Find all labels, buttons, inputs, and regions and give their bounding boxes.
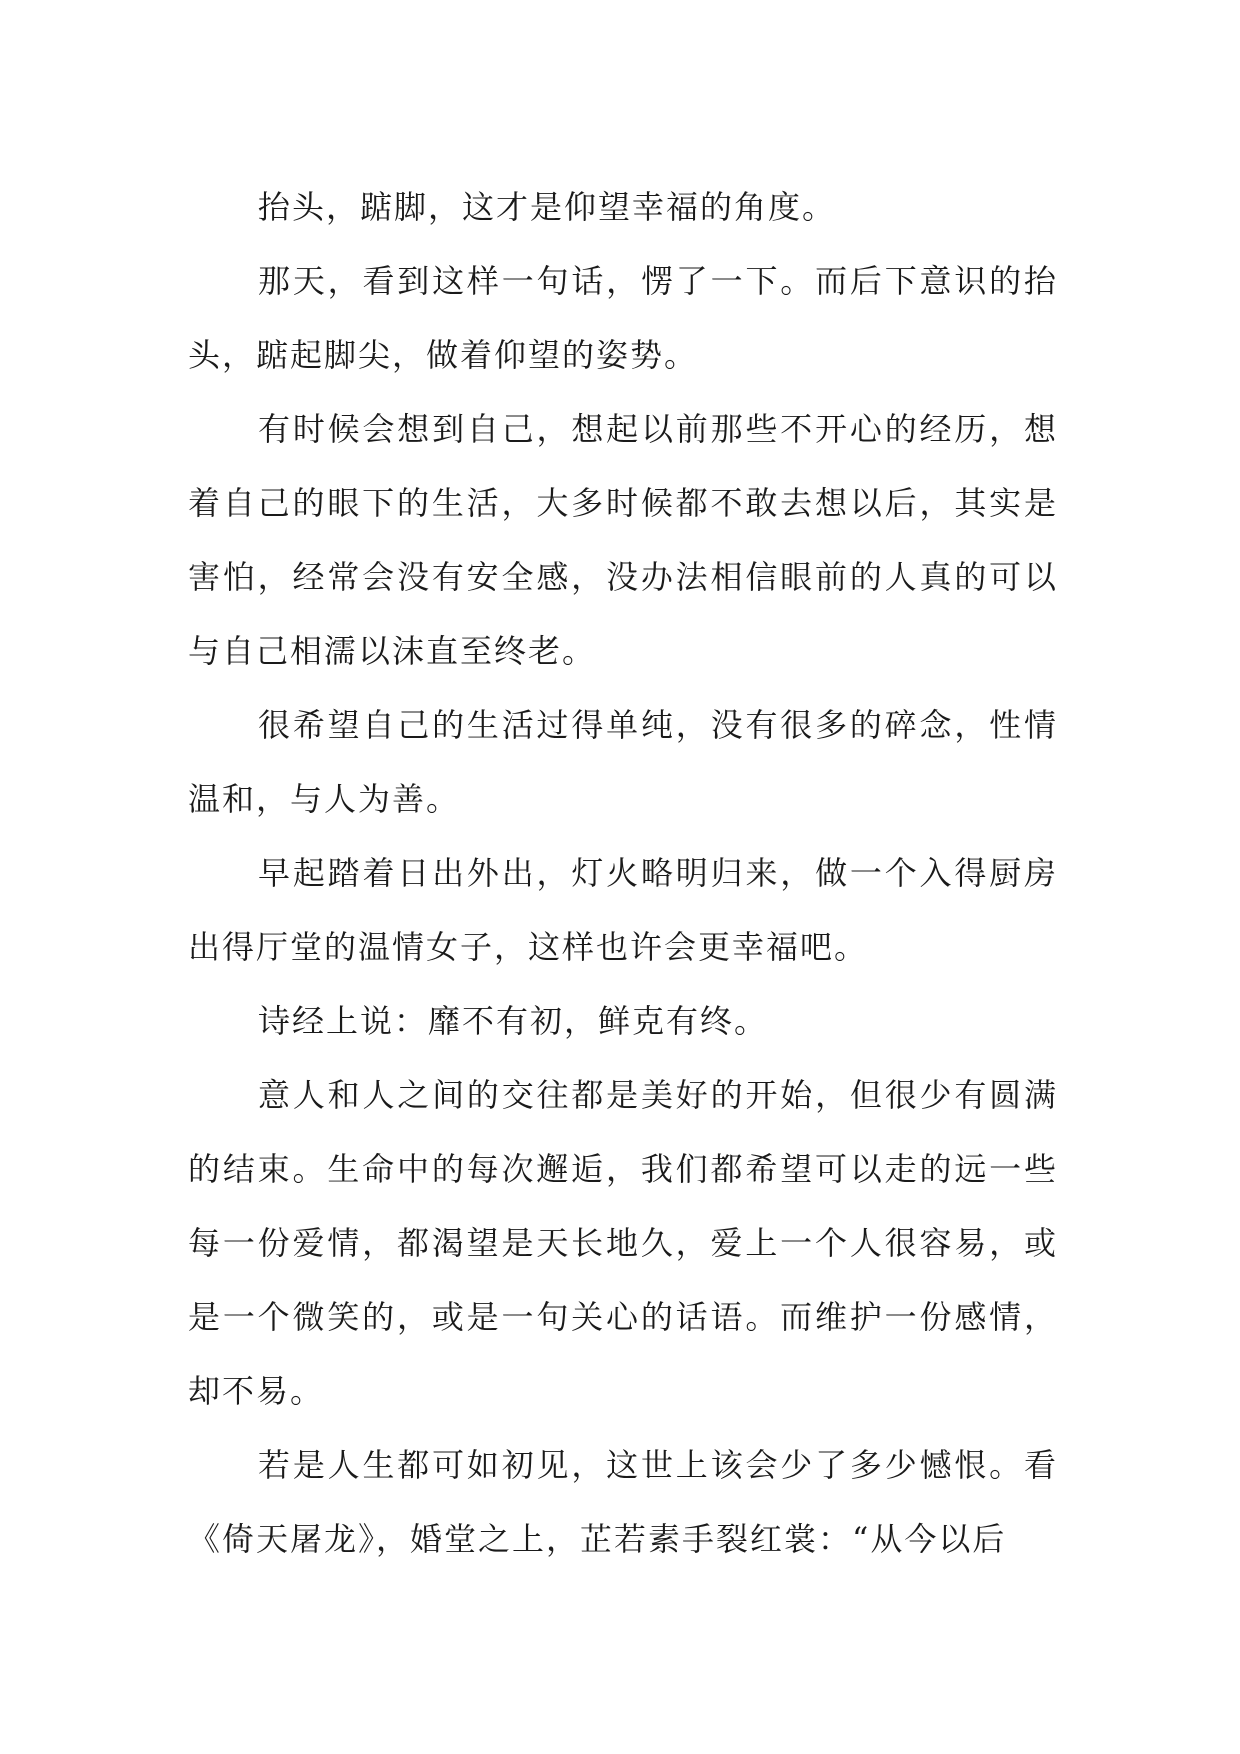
article-body xyxy=(188,170,1058,1576)
paragraph-2: 那天，看到这样一句话，愣了一下。而后下意识的抬头，踮起脚尖，做着仰望的姿势。 xyxy=(188,262,1058,374)
paragraph-8: 若是人生都可如初见，这世上该会少了多少憾恨。看《倚天屠龙》，婚堂之上，芷若素手裂红裳：“从今以后 xyxy=(188,1446,1058,1558)
paragraph-5: 早起踏着日出外出，灯火略明归来，做一个入得厨房出得厅堂的温情女子，这样也许会更幸福吧。 xyxy=(188,854,1058,966)
paragraph-3: 有时候会想到自己，想起以前那些不开心的经历，想着自己的眼下的生活，大多时候都不敢去想以后，其实是害怕，经常会没有安全感，没办法相信眼前的人真的可以与自己相濡以沫直至终老。 xyxy=(188,410,1058,670)
paragraph-1: 抬头，踮脚，这才是仰望幸福的角度。 xyxy=(258,188,837,226)
paragraph-4: 很希望自己的生活过得单纯，没有很多的碎念，性情温和，与人为善。 xyxy=(188,706,1058,818)
paragraph-6: 诗经上说：靡不有初，鲜克有终。 xyxy=(258,1002,769,1040)
paragraph-7: 意人和人之间的交往都是美好的开始，但很少有圆满的结束。生命中的每次邂逅，我们都希望可以走的远一些每一份爱情，都渴望是天长地久，爱上一个人很容易，或是一个微笑的，或是一句关心的话语。而维护一份感情，却不易。 xyxy=(188,1076,1058,1410)
